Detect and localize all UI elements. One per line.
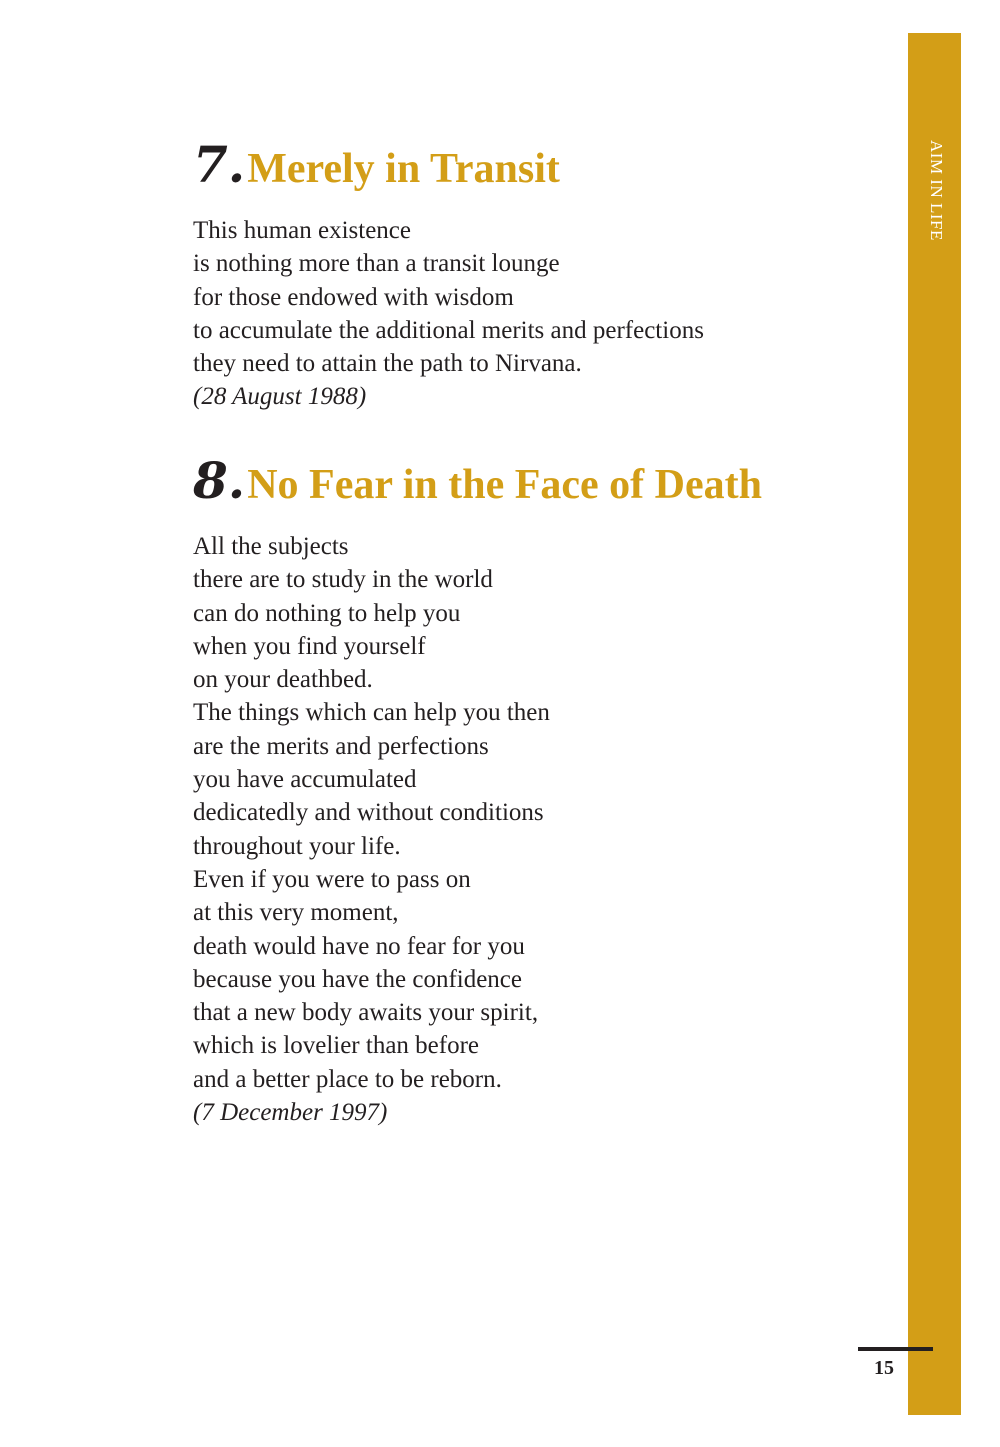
poem-line: which is lovelier than before [193, 1032, 480, 1060]
running-header: AIM IN LIFE [927, 140, 946, 241]
section-number: 7. [193, 135, 246, 194]
poem-line: that a new body awaits your spirit, [193, 999, 539, 1027]
poem-line: and a better place to be reborn. [193, 1065, 502, 1093]
page-number: 15 [874, 1357, 894, 1379]
section-heading [193, 451, 893, 522]
poem-line: The things which can help you then [193, 699, 550, 727]
section-heading [193, 135, 893, 206]
poem-line: All the subjects [193, 533, 349, 560]
poem-date: (28 August 1988) [193, 383, 367, 411]
poem-line: when you find yourself [193, 632, 426, 660]
poem-date: (7 December 1997) [193, 1099, 388, 1127]
poem-line: This human existence [193, 217, 411, 244]
poem-line: they need to attain the path to Nirvana. [193, 350, 582, 378]
section-title: Merely in Transit [247, 146, 560, 192]
poem-line: death would have no fear for you [193, 932, 525, 960]
poem-line: dedicatedly and without conditions [193, 799, 544, 827]
poem-line: on your deathbed. [193, 666, 373, 694]
poem-line: is nothing more than a transit lounge [193, 250, 560, 278]
section-merely-in-transit [193, 135, 893, 414]
section-no-fear-in-the-face-of-death [193, 451, 893, 1129]
section-number: 8. [193, 451, 246, 510]
section-title: No Fear in the Face of Death [247, 462, 762, 508]
poem-line: to accumulate the additional merits and perfections [193, 316, 704, 344]
poem-line: can do nothing to help you [193, 599, 461, 627]
poem-line: throughout your life. [193, 832, 401, 860]
poem-text [193, 214, 893, 380]
poem-line: there are to study in the world [193, 566, 493, 594]
poem-line: at this very moment, [193, 899, 399, 927]
poem-line: you have accumulated [193, 766, 417, 794]
poem-line: Even if you were to pass on [193, 865, 471, 893]
poem-text [193, 530, 893, 1096]
poem-line: are the merits and perfections [193, 732, 489, 760]
poem-line: because you have the confidence [193, 965, 523, 993]
poem-line: for those endowed with wisdom [193, 283, 514, 311]
page-number-rule [858, 1347, 933, 1351]
